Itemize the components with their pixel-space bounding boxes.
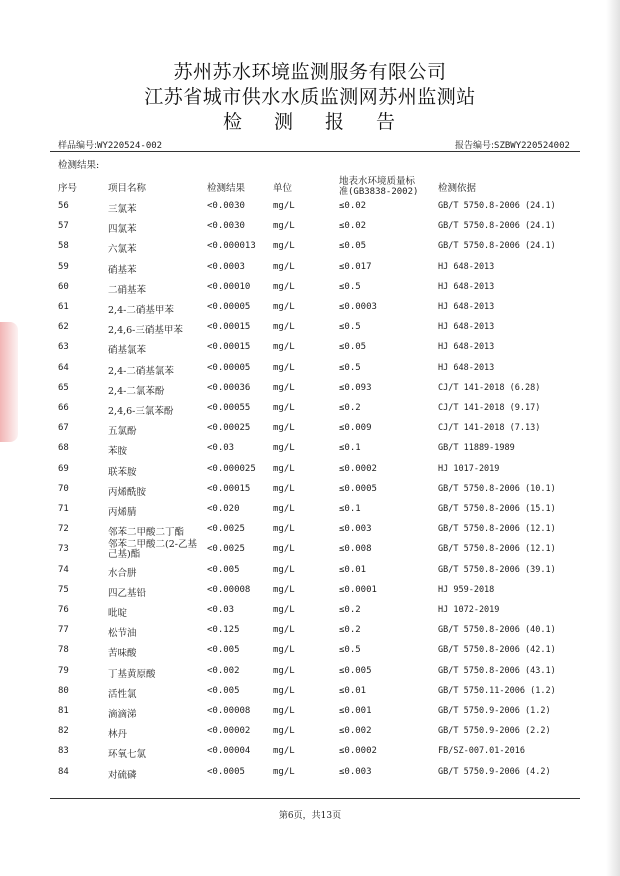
table-row [0, 701, 620, 721]
row-unit: mg/L [273, 423, 295, 434]
row-unit: mg/L [273, 665, 295, 676]
table-row [0, 600, 620, 620]
row-item-name: 二硝基苯 [108, 284, 147, 296]
row-unit: mg/L [273, 706, 295, 716]
row-number: 60 [58, 281, 69, 292]
row-standard: ≤0.003 [339, 524, 372, 535]
footer-rule [50, 798, 580, 799]
row-result: <0.00025 [207, 423, 251, 434]
row-standard: ≤0.01 [339, 564, 367, 575]
header-rule [50, 151, 580, 152]
row-unit: mg/L [273, 322, 295, 333]
col-basis: 检测依据 [438, 183, 477, 194]
row-result: <0.00055 [207, 403, 251, 413]
row-standard: ≤0.5 [339, 362, 361, 373]
row-result: <0.005 [207, 645, 240, 656]
row-standard: ≤0.2 [339, 625, 361, 636]
row-number: 81 [58, 706, 69, 716]
row-basis: GB/T 11889-1989 [438, 443, 515, 454]
row-number: 70 [58, 483, 69, 494]
row-unit: mg/L [273, 726, 295, 737]
row-number: 78 [58, 645, 69, 656]
row-item-name: 2,4-二硝基甲苯 [108, 305, 174, 316]
row-result: <0.000013 [207, 241, 256, 252]
row-number: 73 [58, 544, 69, 555]
row-item-name: 2,4-二氯苯酚 [108, 385, 165, 397]
row-basis: GB/T 5750.8-2006 (24.1) [438, 241, 556, 252]
row-item-name: 六氯苯 [108, 244, 137, 256]
row-basis: GB/T 5750.8-2006 (24.1) [438, 221, 556, 232]
row-basis: GB/T 5750.8-2006 (15.1) [438, 504, 556, 514]
table-row [0, 640, 620, 660]
row-unit: mg/L [273, 766, 295, 777]
table-row [0, 741, 620, 761]
row-standard: ≤0.05 [339, 342, 367, 353]
row-result: <0.00015 [207, 483, 251, 494]
row-basis: HJ 648-2013 [438, 362, 495, 373]
row-standard: ≤0.0003 [339, 302, 377, 312]
row-basis: GB/T 5750.8-2006 (12.1) [438, 544, 556, 555]
row-item-name: 联苯胺 [108, 466, 137, 478]
table-row [0, 620, 620, 640]
row-basis: GB/T 5750.9-2006 (4.2) [438, 766, 551, 777]
report-title: 检测报告 [222, 111, 427, 133]
row-unit: mg/L [273, 443, 295, 454]
table-row [0, 499, 620, 519]
row-unit: mg/L [273, 483, 295, 494]
row-unit: mg/L [273, 362, 295, 373]
row-item-name: 三氯苯 [108, 204, 137, 215]
row-number: 82 [58, 726, 69, 737]
row-basis: HJ 648-2013 [438, 281, 495, 292]
row-basis: GB/T 5750.11-2006 (1.2) [438, 685, 556, 696]
col-no: 序号 [58, 183, 78, 194]
row-standard: ≤0.093 [339, 382, 372, 393]
row-unit: mg/L [273, 605, 295, 615]
row-unit: mg/L [273, 746, 295, 757]
row-number: 83 [58, 746, 69, 757]
row-result: <0.00015 [207, 322, 251, 333]
report-number [455, 138, 570, 151]
col-result: 检测结果 [207, 183, 246, 194]
col-unit: 单位 [273, 183, 293, 194]
table-row [0, 418, 620, 438]
table-row [0, 560, 620, 580]
row-unit: mg/L [273, 504, 295, 514]
table-row [0, 297, 620, 317]
row-result: <0.00002 [207, 726, 251, 737]
row-result: <0.002 [207, 665, 240, 676]
row-number: 68 [58, 443, 69, 454]
table-row [0, 762, 620, 782]
row-unit: mg/L [273, 524, 295, 535]
row-basis: GB/T 5750.8-2006 (39.1) [438, 564, 556, 575]
row-result: <0.0030 [207, 221, 245, 232]
table-row [0, 459, 620, 479]
table-row [0, 378, 620, 398]
row-standard: ≤0.1 [339, 443, 361, 454]
row-basis: GB/T 5750.8-2006 (10.1) [438, 483, 556, 494]
row-standard: ≤0.02 [339, 221, 367, 232]
row-result: <0.005 [207, 564, 240, 575]
row-standard: ≤0.0001 [339, 584, 377, 595]
sample-number [58, 138, 162, 151]
col-name: 项目名称 [108, 183, 147, 194]
row-number: 80 [58, 685, 69, 696]
section-label: 检测结果: [58, 160, 100, 171]
row-result: <0.00015 [207, 342, 251, 353]
report-number-label: 报告编号: [455, 141, 495, 151]
row-basis: GB/T 5750.8-2006 (42.1) [438, 645, 556, 656]
row-item-name: 吡啶 [108, 608, 128, 619]
table-row [0, 277, 620, 297]
page-number: 第6页，共13页 [278, 811, 342, 821]
row-unit: mg/L [273, 564, 295, 575]
row-item-name: 水合肼 [108, 567, 137, 579]
row-standard: ≤0.0002 [339, 463, 377, 474]
table-row [0, 358, 620, 378]
table-row [0, 196, 620, 216]
row-basis: HJ 648-2013 [438, 302, 495, 312]
row-standard: ≤0.0002 [339, 746, 377, 757]
row-number: 64 [58, 362, 69, 373]
row-unit: mg/L [273, 302, 295, 312]
table-row [0, 438, 620, 458]
table-row [0, 317, 620, 337]
row-standard: ≤0.017 [339, 261, 372, 272]
table-row [0, 519, 620, 539]
row-number: 63 [58, 342, 69, 353]
row-standard: ≤0.1 [339, 504, 361, 514]
row-result: <0.000025 [207, 463, 256, 474]
row-item-name: 四乙基铅 [108, 587, 147, 599]
row-item-name: 滴滴涕 [108, 709, 137, 720]
row-item-name: 邻苯二甲酸二(2-乙基己基)酯 [108, 539, 197, 561]
row-result: <0.00036 [207, 382, 251, 393]
row-item-name: 2,4,6-三硝基甲苯 [108, 325, 183, 337]
row-item-name: 2,4-二硝基氯苯 [108, 365, 174, 377]
sample-number-value: WY220524-002 [97, 141, 163, 151]
row-item-name: 丁基黄原酸 [108, 668, 156, 680]
row-number: 56 [58, 201, 69, 211]
row-unit: mg/L [273, 241, 295, 252]
row-number: 77 [58, 625, 69, 636]
row-item-name: 环氧七氯 [108, 749, 147, 761]
sample-number-label: 样品编号: [58, 141, 98, 151]
row-unit: mg/L [273, 645, 295, 656]
row-standard: ≤0.5 [339, 281, 361, 292]
row-result: <0.00005 [207, 302, 251, 312]
row-result: <0.125 [207, 625, 240, 636]
table-row [0, 337, 620, 357]
row-result: <0.03 [207, 605, 235, 615]
station-title: 江苏省城市供水水质监测网苏州监测站 [144, 86, 476, 108]
row-unit: mg/L [273, 584, 295, 595]
row-item-name: 松节油 [108, 628, 137, 640]
row-standard: ≤0.008 [339, 544, 372, 555]
row-unit: mg/L [273, 544, 295, 555]
row-basis: GB/T 5750.8-2006 (12.1) [438, 524, 556, 535]
row-number: 75 [58, 584, 69, 595]
row-number: 57 [58, 221, 69, 232]
row-number: 62 [58, 322, 69, 333]
row-standard: ≤0.0005 [339, 483, 377, 494]
table-row [0, 580, 620, 600]
row-standard: ≤0.001 [339, 706, 372, 716]
row-number: 67 [58, 423, 69, 434]
table-row [0, 479, 620, 499]
row-standard: ≤0.2 [339, 403, 361, 413]
table-row [0, 681, 620, 701]
row-basis: GB/T 5750.8-2006 (43.1) [438, 665, 556, 676]
row-unit: mg/L [273, 281, 295, 292]
row-item-name: 林丹 [108, 729, 128, 741]
row-number: 65 [58, 382, 69, 393]
row-number: 66 [58, 403, 69, 413]
row-result: <0.0003 [207, 261, 245, 272]
table-row [0, 661, 620, 681]
row-item-name: 硝基苯 [108, 264, 137, 276]
row-item-name: 邻苯二甲酸二丁酯 [108, 527, 185, 539]
row-result: <0.00005 [207, 362, 251, 373]
row-basis: GB/T 5750.9-2006 (2.2) [438, 726, 551, 737]
row-result: <0.00010 [207, 281, 251, 292]
row-standard: ≤0.5 [339, 322, 361, 333]
row-basis: HJ 648-2013 [438, 322, 495, 333]
row-unit: mg/L [273, 221, 295, 232]
row-number: 79 [58, 665, 69, 676]
row-number: 59 [58, 261, 69, 272]
row-item-name: 五氯酚 [108, 426, 137, 438]
row-basis: HJ 959-2018 [438, 584, 495, 595]
report-number-value: SZBWY220524002 [494, 141, 570, 151]
table-row [0, 539, 620, 559]
col-standard-line1: 地表水环境质量标 [339, 176, 416, 187]
row-basis: CJ/T 141-2018 (6.28) [438, 382, 541, 393]
row-standard: ≤0.05 [339, 241, 367, 252]
row-number: 74 [58, 564, 69, 575]
row-basis: GB/T 5750.8-2006 (40.1) [438, 625, 556, 636]
row-result: <0.00008 [207, 706, 251, 716]
row-result: <0.03 [207, 443, 235, 454]
table-row [0, 721, 620, 741]
col-standard-line2: 准(GB3838-2002) [339, 187, 419, 197]
row-unit: mg/L [273, 261, 295, 272]
row-basis: GB/T 5750.9-2006 (1.2) [438, 706, 551, 716]
row-item-name: 活性氯 [108, 688, 137, 700]
row-unit: mg/L [273, 201, 295, 211]
row-unit: mg/L [273, 342, 295, 353]
row-standard: ≤0.005 [339, 665, 372, 676]
table-row [0, 257, 620, 277]
row-item-name: 对硫磷 [108, 769, 137, 781]
row-number: 84 [58, 766, 69, 777]
row-basis: CJ/T 141-2018 (9.17) [438, 403, 541, 413]
row-standard: ≤0.01 [339, 685, 367, 696]
row-result: <0.0025 [207, 544, 245, 555]
row-standard: ≤0.5 [339, 645, 361, 656]
row-unit: mg/L [273, 403, 295, 413]
row-number: 69 [58, 463, 69, 474]
row-standard: ≤0.02 [339, 201, 367, 211]
row-unit: mg/L [273, 625, 295, 636]
row-number: 61 [58, 302, 69, 312]
row-basis: HJ 648-2013 [438, 261, 495, 272]
table-row [0, 398, 620, 418]
row-result: <0.00004 [207, 746, 251, 757]
row-basis: GB/T 5750.8-2006 (24.1) [438, 201, 556, 211]
row-standard: ≤0.002 [339, 726, 372, 737]
row-result: <0.00008 [207, 584, 251, 595]
row-result: <0.0030 [207, 201, 245, 211]
row-unit: mg/L [273, 685, 295, 696]
table-row [0, 236, 620, 256]
row-unit: mg/L [273, 463, 295, 474]
row-number: 71 [58, 504, 69, 514]
row-item-name: 2,4,6-三氯苯酚 [108, 406, 174, 417]
row-result: <0.0025 [207, 524, 245, 535]
row-unit: mg/L [273, 382, 295, 393]
row-item-name: 苯胺 [108, 446, 128, 458]
row-number: 58 [58, 241, 69, 252]
row-result: <0.005 [207, 685, 240, 696]
row-item-name: 丙烯腈 [108, 507, 137, 518]
row-item-name: 硝基氯苯 [108, 345, 147, 357]
row-standard: ≤0.2 [339, 605, 361, 615]
row-basis: FB/SZ-007.01-2016 [438, 746, 525, 757]
row-item-name: 丙烯酰胺 [108, 486, 147, 498]
row-item-name: 四氯苯 [108, 224, 137, 236]
row-standard: ≤0.009 [339, 423, 372, 434]
row-result: <0.020 [207, 504, 240, 514]
row-item-name: 苦味酸 [108, 648, 137, 660]
org-title: 苏州苏水环境监测服务有限公司 [173, 61, 447, 83]
row-number: 72 [58, 524, 69, 535]
row-basis: HJ 648-2013 [438, 342, 495, 353]
row-basis: HJ 1017-2019 [438, 463, 500, 474]
row-number: 76 [58, 605, 69, 615]
table-row [0, 216, 620, 236]
row-basis: HJ 1072-2019 [438, 605, 500, 615]
row-standard: ≤0.003 [339, 766, 372, 777]
row-basis: CJ/T 141-2018 (7.13) [438, 423, 541, 434]
row-result: <0.0005 [207, 766, 245, 777]
